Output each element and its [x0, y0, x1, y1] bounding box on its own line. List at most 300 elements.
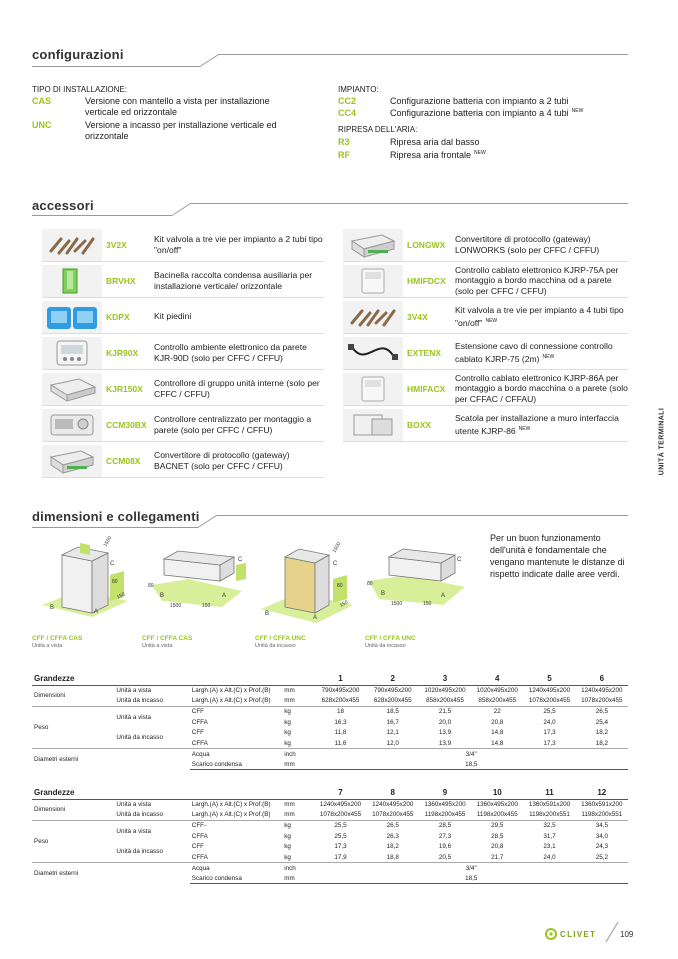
value-cell: 18,2 — [386, 843, 399, 851]
accessory-row — [343, 264, 628, 298]
value-cell: 1078x200x455 — [581, 697, 623, 705]
section-rule-slope — [200, 54, 219, 67]
caption-title: CFF / CFFA CAS — [142, 635, 193, 642]
accessory-description — [154, 450, 324, 471]
value-cell: 17,9 — [334, 853, 347, 861]
accessory-code: 3V4X — [407, 311, 428, 322]
param-label: CFFA — [191, 739, 208, 747]
new-badge: NEW — [485, 317, 498, 324]
table-row — [32, 863, 628, 874]
accessory-text: Estensione cavo di connessione controllo cablato KJRP-75 (2m) — [455, 341, 613, 364]
svg-text:150: 150 — [339, 599, 350, 609]
value-cell: 31,7 — [543, 832, 556, 840]
value-cell: 22 — [471, 706, 523, 717]
param-label: CFFA — [191, 832, 208, 840]
value-cell: 24,0 — [543, 718, 556, 726]
table-cell — [114, 672, 189, 685]
unit-label: kg — [282, 820, 314, 831]
table-row — [32, 706, 628, 717]
value-cell: 19,6 — [438, 843, 452, 851]
wall-controller-icon — [42, 337, 102, 369]
config-text: Versione a incasso per installazione verticale ed orizzontale — [85, 120, 277, 141]
wall-box-icon — [343, 409, 403, 441]
config-item — [338, 150, 628, 163]
grandezze-label: Grandezze — [32, 786, 114, 799]
accessory-row — [42, 228, 324, 262]
unit-label: inch — [282, 863, 314, 874]
svg-text:A: A — [441, 593, 446, 599]
value-cell: 790x495x200 — [314, 685, 366, 696]
value-cell: 24,0 — [543, 853, 556, 861]
value-cell: 14,8 — [491, 739, 504, 747]
value-cell: 790x495x200 — [367, 685, 419, 696]
svg-text:150: 150 — [423, 601, 432, 607]
sub-label: Unità da incasso — [116, 848, 163, 856]
svg-text:1500: 1500 — [331, 541, 343, 554]
accessory-description — [455, 265, 628, 296]
figure-caption — [142, 635, 192, 649]
accessory-row — [343, 228, 628, 262]
unit-label: kg — [284, 853, 291, 861]
config-code: R3 — [338, 137, 350, 147]
drain-pan-icon — [42, 265, 102, 297]
svg-text:A: A — [313, 615, 318, 621]
figure-cas-vertical — [42, 535, 128, 617]
section-rule — [32, 527, 198, 528]
config-item — [32, 96, 302, 118]
param-label: Acqua — [190, 863, 282, 874]
accessory-code: EXTENX — [407, 347, 442, 358]
size-header: 9 — [419, 786, 471, 799]
value-cell: 34,0 — [595, 832, 608, 840]
unit-label: mm — [282, 799, 314, 810]
value-cell: 20,5 — [438, 853, 452, 861]
gateway-icon — [343, 229, 403, 261]
wired-controller-icon — [343, 265, 403, 297]
accessory-text: Convertitore di protocollo (gateway) LONWORKS (solo per CFFC / CFFU) — [455, 234, 600, 255]
accessory-description — [455, 305, 628, 328]
value-cell: 1360x591x200 — [576, 799, 628, 810]
caption-subtitle: Unità a vista — [32, 643, 63, 649]
brand-name: CLIVET — [560, 929, 597, 939]
sub-label: Unità a vista — [114, 799, 189, 810]
svg-text:80: 80 — [148, 583, 154, 589]
config-item — [32, 120, 302, 142]
param-label: Scarico condensa — [190, 759, 282, 770]
config-text: Configurazione batteria con impianto a 2 tubi — [390, 96, 569, 106]
value-cell: 24,3 — [595, 843, 608, 851]
value-cell: 25,5 — [334, 832, 347, 840]
config-code: UNC — [32, 120, 52, 130]
size-header: 8 — [367, 786, 419, 799]
accessory-code: BOXX — [407, 419, 432, 430]
table-row — [32, 749, 628, 760]
value-cell: 18,5 — [314, 873, 628, 884]
svg-text:A: A — [94, 609, 99, 615]
group-label: Dimensioni — [32, 685, 114, 706]
wired-controller-icon — [343, 373, 403, 405]
accessory-text: Kit piedini — [154, 311, 192, 322]
value-cell: 29,5 — [471, 820, 523, 831]
accessory-code: HMIFDCX — [407, 275, 446, 286]
unit-label: kg — [282, 706, 314, 717]
impianto-header: IMPIANTO: — [338, 85, 379, 94]
svg-text:C: C — [238, 557, 243, 563]
caption-subtitle: Unità da incasso — [255, 643, 296, 649]
value-cell: 34,5 — [576, 820, 628, 831]
value-cell: 25,4 — [595, 718, 608, 726]
svg-text:B: B — [381, 591, 386, 597]
caption-subtitle: Unità da incasso — [365, 643, 406, 649]
new-badge: NEW — [542, 353, 555, 360]
central-controller-icon — [42, 409, 102, 441]
accessory-row — [42, 372, 324, 406]
value-cell: 1020x495x200 — [471, 685, 523, 696]
param-label: CFFA — [191, 853, 208, 861]
value-cell: 18 — [314, 706, 366, 717]
section-title-configurazioni: configurazioni — [32, 47, 124, 62]
spec-table-sizes-7-12 — [32, 786, 628, 884]
param-label: CFF — [190, 706, 282, 717]
group-label: Diametri esterni — [32, 863, 190, 884]
size-header: 5 — [523, 672, 575, 685]
table-row — [32, 799, 628, 810]
cable-icon — [343, 337, 403, 369]
sub-label: Unità da incasso — [116, 734, 163, 742]
new-badge: NEW — [571, 108, 584, 114]
caption-title: CFF / CFFA UNC — [255, 635, 306, 642]
accessory-row — [343, 336, 628, 370]
valve-kit-icon — [343, 301, 403, 333]
table-cell — [114, 786, 189, 799]
svg-text:150: 150 — [116, 591, 127, 601]
accessory-row — [343, 408, 628, 442]
unit-label: mm — [282, 759, 314, 770]
config-item — [338, 108, 628, 120]
accessory-description — [455, 373, 628, 404]
ripresa-list — [338, 137, 628, 163]
value-cell: 20,8 — [491, 843, 504, 851]
side-label — [655, 400, 667, 490]
size-header: 4 — [471, 672, 523, 685]
value-cell: 1198x200x551 — [529, 811, 570, 819]
value-cell: 1360x495x200 — [419, 799, 471, 810]
param-label: Largh.(A) x Alt.(C) x Prof.(B) — [191, 811, 271, 819]
value-cell: 21,7 — [491, 853, 504, 861]
figure-caption — [32, 635, 82, 649]
accessory-code: CCM08X — [106, 455, 141, 466]
unit-label: kg — [284, 729, 291, 737]
grandezze-label: Grandezze — [32, 672, 114, 685]
param-label: Scarico condensa — [190, 873, 282, 884]
impianto-list — [338, 96, 628, 120]
figure-unc-vertical — [261, 541, 353, 623]
sub-label: Unità da incasso — [116, 811, 163, 819]
size-header: 1 — [314, 672, 366, 685]
section-rule-top — [216, 515, 628, 516]
value-cell: 32,5 — [523, 820, 575, 831]
param-label: Largh.(A) x Alt.(C) x Prof.(B) — [191, 697, 271, 705]
caption-title: CFF / CFFA CAS — [32, 635, 83, 642]
dimension-figures — [32, 535, 482, 627]
value-cell: 1240x495x200 — [367, 799, 419, 810]
accessory-text: Scatola per installazione a muro interfaccia utente KJRP-86 — [455, 413, 619, 436]
accessory-code: KJR150X — [106, 383, 143, 394]
gateway-icon — [42, 445, 102, 477]
sub-label: Unità a vista — [114, 706, 189, 727]
table-row — [32, 841, 628, 852]
page-number: 109 — [620, 930, 634, 939]
table-cell — [190, 672, 282, 685]
value-cell: 858x200x455 — [478, 697, 517, 705]
value-cell: 1198x200x455 — [424, 811, 466, 819]
new-badge: NEW — [474, 150, 486, 156]
svg-text:80: 80 — [367, 581, 373, 587]
svg-text:1500: 1500 — [391, 601, 403, 607]
value-cell: 18,2 — [595, 739, 608, 747]
table-cell — [190, 786, 282, 799]
accessory-text: Convertitore di protocollo (gateway) BACNET (solo per CFFC / CFFU) — [154, 450, 290, 471]
value-cell: 11,6 — [334, 739, 347, 747]
accessory-code: HMIFACX — [407, 383, 446, 394]
ripresa-header: RIPRESA DELL'ARIA: — [338, 125, 418, 134]
brand-logo — [545, 928, 596, 940]
accessory-description — [154, 378, 324, 399]
footer-slash — [604, 920, 620, 944]
accessory-text: Controllo ambiente elettronico da parete KJR-90D (solo per CFFC / CFFU) — [154, 342, 307, 363]
section-title-accessori: accessori — [32, 198, 94, 213]
value-cell: 13,9 — [438, 739, 452, 747]
table-cell — [282, 786, 314, 799]
svg-text:150: 150 — [202, 603, 211, 609]
value-cell: 26,5 — [576, 706, 628, 717]
value-cell: 20,0 — [438, 718, 452, 726]
config-item — [338, 96, 628, 108]
value-cell: 16,3 — [334, 718, 347, 726]
value-cell: 25,2 — [595, 853, 608, 861]
accessory-code: CCM30BX — [106, 419, 147, 430]
unit-label: mm — [282, 685, 314, 696]
table-cell — [282, 672, 314, 685]
param-label: Acqua — [190, 749, 282, 760]
value-cell: 18,5 — [367, 706, 419, 717]
value-cell: 23,1 — [543, 843, 556, 851]
value-cell: 25,5 — [314, 820, 366, 831]
size-header: 2 — [367, 672, 419, 685]
svg-text:B: B — [265, 611, 270, 617]
value-cell: 17,3 — [334, 843, 347, 851]
sub-label: Unità da incasso — [116, 697, 163, 705]
feet-kit-icon — [42, 301, 102, 333]
accessory-description — [154, 342, 324, 363]
value-cell: 26,3 — [386, 832, 399, 840]
svg-text:C: C — [110, 561, 115, 567]
config-code: RF — [338, 150, 350, 160]
accessory-row — [42, 408, 324, 442]
unit-label: kg — [284, 739, 291, 747]
table-header-row — [32, 672, 628, 685]
group-label: Diametri esterni — [32, 749, 190, 770]
value-cell: 1240x495x200 — [523, 685, 575, 696]
table-header-row — [32, 786, 628, 799]
accessory-text: Controllore centralizzato per montaggio a parete (solo per CFFC / CFFU) — [154, 414, 312, 435]
accessory-text: Bacinella raccolta condensa ausiliaria per installazione verticale/ orizzontale — [154, 270, 313, 291]
accessory-row — [343, 300, 628, 334]
value-cell: 11,8 — [334, 729, 347, 737]
sub-label: Unità a vista — [114, 685, 189, 696]
value-cell: 18,2 — [595, 729, 608, 737]
param-label: Largh.(A) x Alt.(C) x Prof.(B) — [190, 685, 282, 696]
value-cell: 1198x200x455 — [476, 811, 518, 819]
accessory-description — [154, 270, 324, 291]
size-header: 12 — [576, 786, 628, 799]
param-label: CFFA — [191, 718, 208, 726]
unit-label: kg — [284, 843, 291, 851]
svg-text:80: 80 — [337, 583, 343, 589]
value-cell: 18,5 — [314, 759, 628, 770]
value-cell: 14,8 — [491, 729, 504, 737]
figure-unc-horizontal — [367, 549, 465, 607]
value-cell: 1020x495x200 — [419, 685, 471, 696]
unit-label: inch — [282, 749, 314, 760]
spec-table-sizes-1-6 — [32, 672, 628, 770]
unit-label: mm — [284, 697, 295, 705]
value-cell: 16,7 — [386, 718, 399, 726]
accessory-row — [42, 444, 324, 478]
accessory-description — [455, 341, 628, 364]
size-header: 10 — [471, 786, 523, 799]
section-rule-slope — [172, 203, 191, 216]
group-controller-icon — [42, 373, 102, 405]
accessory-text: Kit valvola a tre vie per impianto a 2 tubi tipo "on/off" — [154, 234, 323, 255]
figure-caption — [255, 635, 306, 649]
svg-text:A: A — [222, 593, 227, 599]
config-code: CC2 — [338, 96, 357, 106]
accessory-code: KDPX — [106, 311, 130, 322]
accessory-row — [343, 372, 628, 406]
value-cell: 628x200x455 — [373, 697, 412, 705]
accessory-code: KJR90X — [106, 347, 139, 358]
table-row — [32, 727, 628, 738]
value-cell: 1078x200x455 — [319, 811, 362, 819]
accessory-description — [455, 234, 628, 255]
config-text: Ripresa aria dal basso — [390, 137, 480, 147]
unit-label: kg — [284, 832, 291, 840]
value-cell: 12,1 — [386, 729, 399, 737]
size-header: 7 — [314, 786, 366, 799]
value-cell: 17,3 — [543, 729, 556, 737]
section-rule — [32, 66, 200, 67]
svg-text:1500: 1500 — [102, 535, 114, 548]
group-label: Peso — [32, 820, 114, 862]
value-cell: 3/4" — [314, 863, 628, 874]
svg-text:B: B — [50, 605, 55, 611]
accessory-row — [42, 300, 324, 334]
table-row — [32, 810, 628, 821]
installation-type-header: TIPO DI INSTALLAZIONE: — [32, 85, 127, 94]
value-cell: 1078x200x455 — [528, 697, 571, 705]
figure-cas-horizontal — [148, 551, 246, 609]
new-badge: NEW — [518, 425, 531, 432]
value-cell: 628x200x455 — [321, 697, 360, 705]
group-label: Peso — [32, 706, 114, 748]
value-cell: 1240x495x200 — [314, 799, 366, 810]
param-label: CFF — [191, 843, 205, 851]
caption-subtitle: Unità a vista — [142, 643, 173, 649]
accessory-text: Controllore di gruppo unità interne (solo per CFFC / CFFU) — [154, 378, 320, 399]
param-label: CFF — [191, 729, 205, 737]
config-code: CAS — [32, 96, 52, 106]
clivet-logo-icon — [545, 928, 557, 940]
accessory-row — [42, 264, 324, 298]
section-rule-top — [190, 203, 628, 204]
value-cell: 25,5 — [523, 706, 575, 717]
value-cell: 3/4" — [314, 749, 628, 760]
accessory-description — [154, 414, 324, 435]
section-title-dimensioni: dimensioni e collegamenti — [32, 509, 200, 524]
config-code: CC4 — [338, 108, 357, 118]
value-cell: 20,8 — [491, 718, 504, 726]
value-cell: 18,8 — [386, 853, 399, 861]
table-row — [32, 820, 628, 831]
value-cell: 12,0 — [386, 739, 399, 747]
value-cell: 1078x200x455 — [372, 811, 414, 819]
value-cell: 13,9 — [438, 729, 452, 737]
size-header: 6 — [576, 672, 628, 685]
svg-text:B: B — [160, 593, 165, 599]
size-header: 11 — [523, 786, 575, 799]
accessory-code: LONGWX — [407, 239, 446, 250]
table-row — [32, 685, 628, 696]
value-cell: 27,3 — [438, 832, 452, 840]
value-cell: 26,5 — [367, 820, 419, 831]
value-cell: 17,3 — [543, 739, 556, 747]
table-row — [32, 696, 628, 707]
value-cell: 858x200x455 — [426, 697, 464, 705]
svg-text:80: 80 — [112, 579, 118, 585]
unit-label: mm — [282, 873, 314, 884]
section-rule — [32, 215, 172, 216]
group-label: Dimensioni — [32, 799, 114, 820]
config-item — [338, 137, 628, 150]
accessory-description — [154, 234, 324, 255]
value-cell: 1360x495x200 — [471, 799, 523, 810]
installation-type-list — [32, 96, 302, 142]
side-label-text: UNITÀ TERMINALI — [658, 407, 666, 476]
accessory-description — [154, 311, 324, 321]
value-cell: 28,5 — [419, 820, 471, 831]
unit-label: kg — [284, 718, 291, 726]
accessory-text: Controllo cablato elettronico KJRP-75A per montaggio a bordo macchina od a parete (solo per CFFC / CFFU) — [455, 264, 619, 296]
param-label: CFF- — [190, 820, 282, 831]
config-text: Versione con mantello a vista per installazione verticale ed orizzontale — [85, 96, 270, 117]
valve-kit-icon — [42, 229, 102, 261]
unit-label: mm — [284, 811, 295, 819]
size-header: 3 — [419, 672, 471, 685]
caption-title: CFF / CFFA UNC — [365, 635, 416, 642]
section-rule-slope — [198, 515, 217, 528]
value-cell: 1198x200x551 — [581, 811, 623, 819]
value-cell: 28,5 — [491, 832, 504, 840]
section-rule-top — [218, 54, 628, 55]
svg-text:C: C — [457, 557, 462, 563]
value-cell: 1360x591x200 — [523, 799, 575, 810]
svg-text:1500: 1500 — [170, 603, 182, 609]
param-label: Largh.(A) x Alt.(C) x Prof.(B) — [190, 799, 282, 810]
clearance-note: Per un buon funzionamento dell'unità è fondamentale che vengano mantenute le distanze di rispetto indicate dalle aree verdi. — [490, 533, 625, 579]
sub-label: Unità a vista — [114, 820, 189, 841]
accessory-code: BRVHX — [106, 275, 136, 286]
